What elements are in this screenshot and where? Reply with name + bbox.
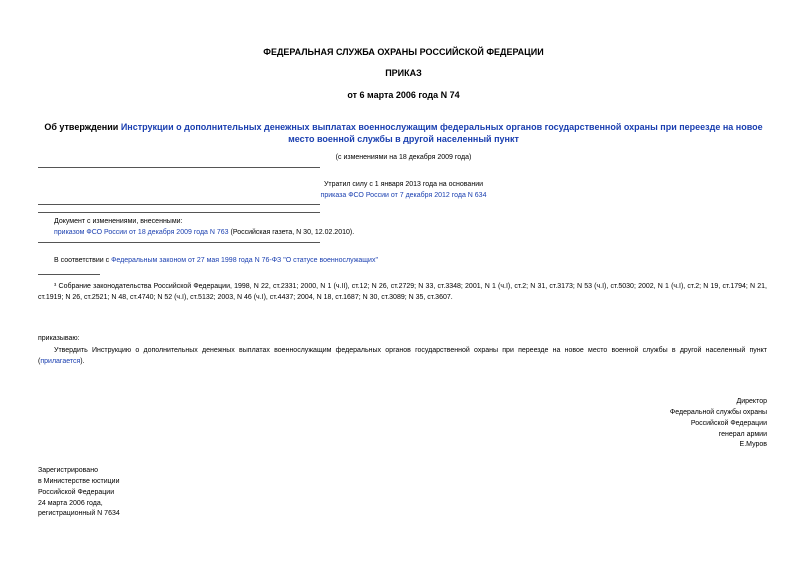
footnote	[38, 281, 767, 303]
changes-line	[54, 228, 354, 237]
approve-paragraph	[38, 345, 767, 367]
registration-block	[38, 466, 120, 520]
registration-line: Российской Федерации	[38, 488, 115, 496]
signature-rank: генерал армии	[718, 430, 767, 438]
federal-law-link[interactable]: Федеральным законом от 27 мая 1998 года N 76-ФЗ "О статусе военнослужащих"	[111, 257, 378, 264]
agency-heading: ФЕДЕРАЛЬНАЯ СЛУЖБА ОХРАНЫ РОССИЙСКОЙ ФЕДЕРАЦИИ	[263, 47, 544, 57]
basis-prefix: В соответствии с	[54, 257, 112, 264]
approve-end: ).	[80, 358, 85, 366]
registration-number: регистрационный N 7634	[38, 510, 120, 518]
approve-text: Утвердить Инструкцию о дополнительных денежных выплатах военнослужащим федеральных органов государственной охраны при переезде на новое место военной службы в другой населенный пункт (	[38, 347, 767, 366]
changes-suffix: (Российская газета, N 30, 12.02.2010).	[228, 229, 355, 236]
document-title	[40, 121, 767, 145]
signature-name: Е.Муров	[739, 441, 767, 449]
changes-label: Документ с изменениями, внесенными:	[54, 218, 183, 225]
footnote-rule	[38, 274, 100, 275]
signature-position: Директор	[736, 398, 767, 405]
separator-rule	[38, 212, 320, 213]
signature-block	[467, 397, 767, 451]
title-prefix: Об утверждении	[44, 122, 121, 132]
changes-order-link[interactable]: приказом ФСО России от 18 декабря 2009 года N 763	[54, 229, 229, 236]
instruction-title-link[interactable]: Инструкции о дополнительных денежных выплатах военнослужащим федеральных органов государственной охраны при переезде на новое место военной службы в другой населенный пункт	[120, 122, 763, 145]
order-command: приказываю:	[38, 335, 80, 342]
registration-date: 24 марта 2006 года,	[38, 499, 103, 507]
signature-country: Российской Федерации	[690, 419, 767, 427]
basis-paragraph	[54, 256, 378, 265]
footnote-marker: ¹	[54, 283, 57, 290]
doc-type-heading: ПРИКАЗ	[385, 68, 422, 78]
attachment-link[interactable]: прилагается	[40, 358, 81, 366]
separator-rule	[38, 204, 320, 205]
separator-rule	[38, 242, 320, 243]
void-notice-line: Утратил силу с 1 января 2013 года на основании	[323, 181, 484, 188]
date-number-heading: от 6 марта 2006 года N 74	[347, 90, 460, 100]
signature-agency: Федеральной службы охраны	[669, 408, 767, 416]
footnote-text: Собрание законодательства Российской Федерации, 1998, N 22, ст.2331; 2000, N 1 (ч.II), ст.12; N 26, ст.2729; N 33, ст.3348; 2001, N 1 (ч.I), ст.2; N 31, ст.3173; N 53 (ч.I), ст.5030; 2002, N 1 (ч.I), ст.2; N 19, ст.1794; N 21, ст.1919; N 26, ст.2521; N 48, ст.4740; N 52 (ч.I), ст.5132; 2003, N 46 (ч.I), ст.4437; 2004, N 18, ст.1687; N 30, ст.3089; N 35, ст.3607.	[38, 283, 767, 302]
amendment-note: (с изменениями на 18 декабря 2009 года)	[335, 154, 472, 161]
registration-line: Зарегистрировано	[38, 467, 98, 474]
registration-line: в Министерстве юстиции	[38, 477, 120, 485]
void-notice-link[interactable]: приказа ФСО России от 7 декабря 2012 года N 634	[320, 192, 487, 199]
separator-rule	[38, 167, 320, 168]
